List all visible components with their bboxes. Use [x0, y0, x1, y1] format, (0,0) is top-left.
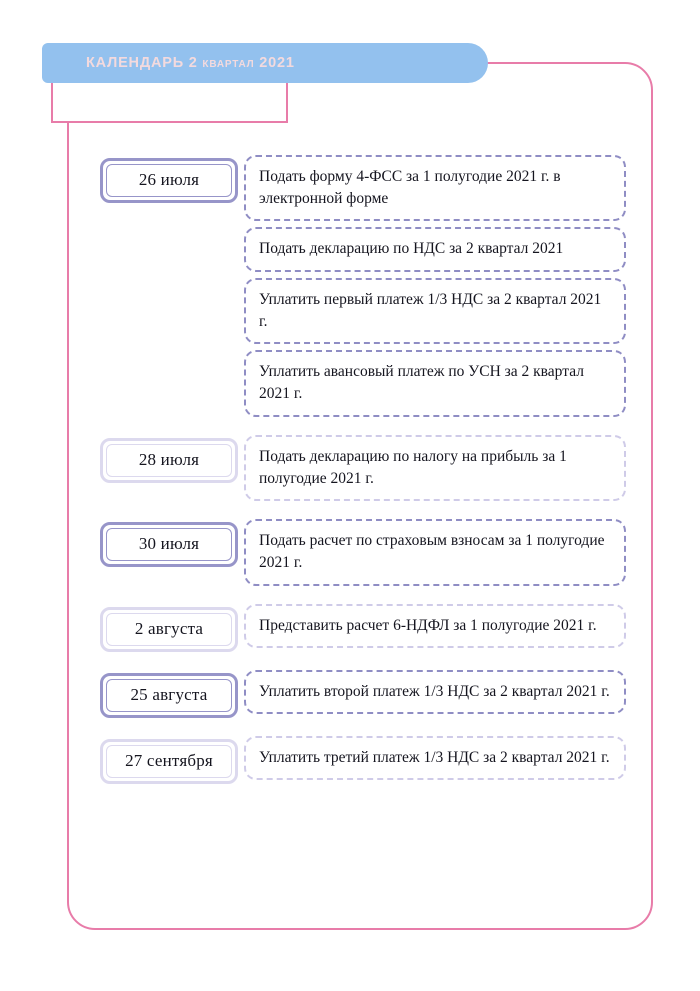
task-item: Представить расчет 6-НДФЛ за 1 полугодие 2021 г.	[244, 604, 626, 649]
task-list	[244, 519, 626, 585]
date-label: 30 июля	[106, 528, 232, 561]
task-item: Подать декларацию по налогу на прибыль за 1 полугодие 2021 г.	[244, 435, 626, 501]
date-badge	[100, 673, 238, 718]
task-item: Уплатить второй платеж 1/3 НДС за 2 квартал 2021 г.	[244, 670, 626, 715]
task-item: Подать расчет по страховым взносам за 1 полугодие 2021 г.	[244, 519, 626, 585]
task-list	[244, 604, 626, 649]
date-group	[100, 670, 626, 718]
date-badge	[100, 522, 238, 567]
date-label: 27 сентября	[106, 745, 232, 778]
date-group	[100, 435, 626, 501]
date-group	[100, 519, 626, 585]
date-label: 25 августа	[106, 679, 232, 712]
date-badge	[100, 739, 238, 784]
task-list	[244, 670, 626, 715]
date-group	[100, 155, 626, 417]
task-list	[244, 736, 626, 781]
task-item: Уплатить авансовый платеж по УСН за 2 квартал 2021 г.	[244, 350, 626, 416]
date-badge	[100, 158, 238, 203]
page-title: КАЛЕНДАРЬ 2 квартал 2021	[86, 55, 295, 71]
date-group	[100, 736, 626, 784]
task-item: Уплатить первый платеж 1/3 НДС за 2 квартал 2021 г.	[244, 278, 626, 344]
task-item: Подать форму 4-ФСС за 1 полугодие 2021 г. в электронной форме	[244, 155, 626, 221]
date-group	[100, 604, 626, 652]
date-badge	[100, 438, 238, 483]
date-label: 26 июля	[106, 164, 232, 197]
date-label: 2 августа	[106, 613, 232, 646]
date-badge	[100, 607, 238, 652]
task-list	[244, 435, 626, 501]
task-item: Подать декларацию по НДС за 2 квартал 2021	[244, 227, 626, 272]
calendar	[100, 155, 626, 802]
header-bar	[42, 43, 488, 83]
task-item: Уплатить третий платеж 1/3 НДС за 2 квартал 2021 г.	[244, 736, 626, 781]
task-list	[244, 155, 626, 417]
date-label: 28 июля	[106, 444, 232, 477]
